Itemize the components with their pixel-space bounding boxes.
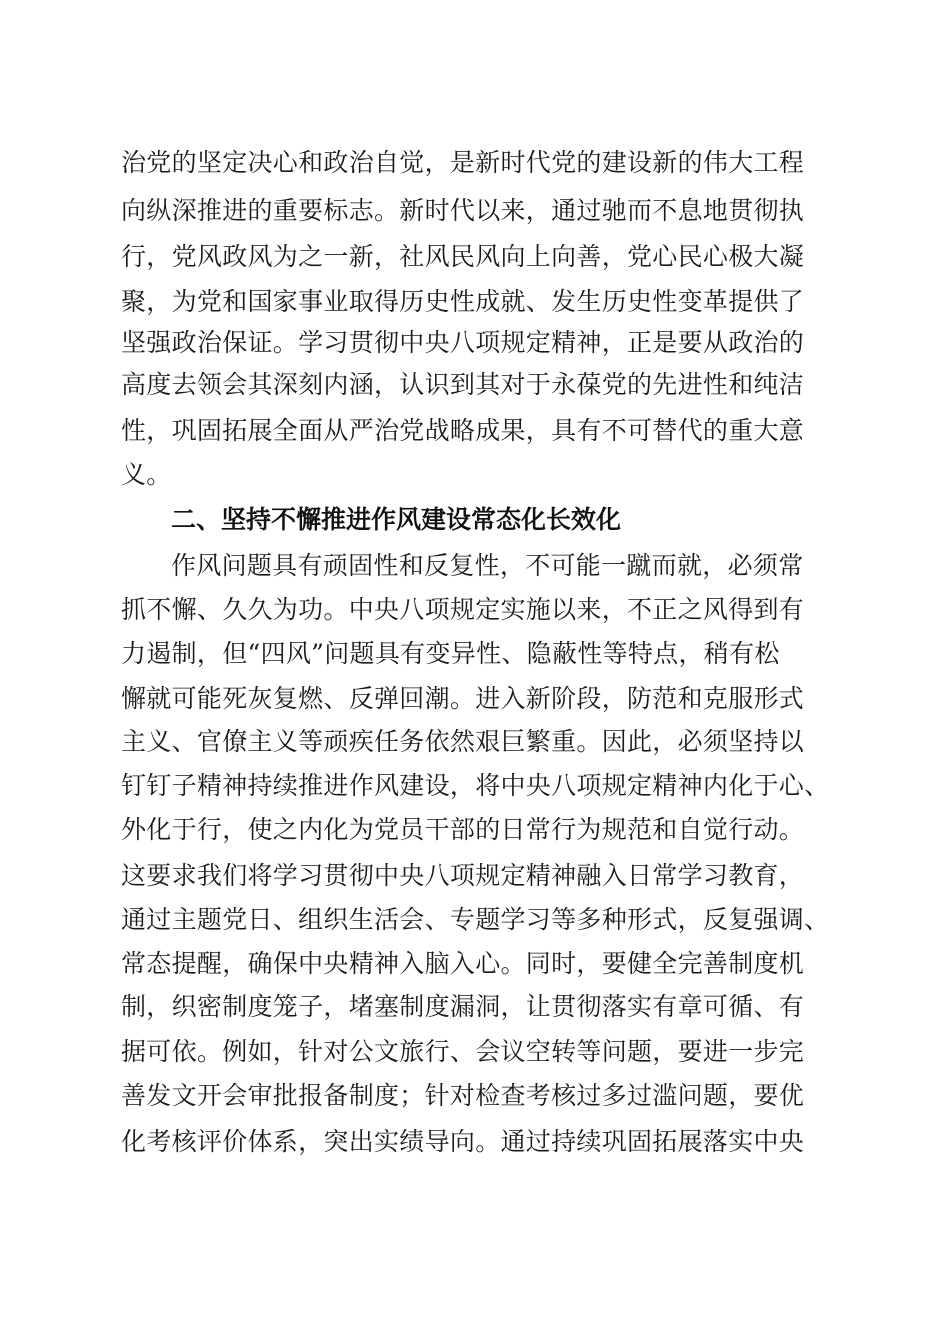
paragraph-1-line-6: 高度去领会其深刻内涵，认识到其对于永葆党的先进性和纯洁 bbox=[121, 370, 805, 399]
paragraph-2-line-11: 制，织密制度笼子，堵塞制度漏洞，让贯彻落实有章可循、有 bbox=[121, 992, 805, 1021]
paragraph-2-line-8: 这要求我们将学习贯彻中央八项规定精神融入日常学习教育， bbox=[121, 861, 805, 890]
section-heading: 二、坚持不懈推进作风建设常态化长效化 bbox=[171, 505, 622, 534]
paragraph-2-line-6: 钉钉子精神持续推进作风建设，将中央八项规定精神内化于心、 bbox=[121, 771, 830, 800]
paragraph-2-line-4: 懈就可能死灰复燃、反弹回潮。进入新阶段，防范和克服形式 bbox=[121, 684, 805, 713]
paragraph-2-line-3: 力遏制，但“四风”问题具有变异性、隐蔽性等特点，稍有松 bbox=[121, 639, 780, 668]
paragraph-2-line-10: 常态提醒，确保中央精神入脑入心。同时，要健全完善制度机 bbox=[121, 949, 805, 978]
paragraph-2-line-5: 主义、官僚主义等顽疾任务依然艰巨繁重。因此，必须坚持以 bbox=[121, 727, 805, 756]
paragraph-2-line-9: 通过主题党日、组织生活会、专题学习等多种形式，反复强调、 bbox=[121, 905, 830, 934]
paragraph-2-line-12: 据可依。例如，针对公文旅行、会议空转等问题，要进一步完 bbox=[121, 1037, 805, 1066]
paragraph-1-line-5: 坚强政治保证。学习贯彻中央八项规定精神，正是要从政治的 bbox=[121, 328, 805, 357]
paragraph-1-line-4: 聚，为党和国家事业取得历史性成就、发生历史性变革提供了 bbox=[121, 287, 805, 316]
paragraph-1-line-8: 义。 bbox=[121, 460, 172, 489]
paragraph-2-line-7: 外化于行，使之内化为党员干部的日常行为规范和自觉行动。 bbox=[121, 815, 805, 844]
paragraph-2-line-2: 抓不懈、久久为功。中央八项规定实施以来，不正之风得到有 bbox=[121, 595, 805, 624]
paragraph-1-line-2: 向纵深推进的重要标志。新时代以来，通过驰而不息地贯彻执 bbox=[121, 196, 805, 225]
paragraph-1-line-7: 性，巩固拓展全面从严治党战略成果，具有不可替代的重大意 bbox=[121, 416, 805, 445]
paragraph-2-line-1: 作风问题具有顽固性和反复性，不可能一蹴而就，必须常 bbox=[171, 551, 804, 580]
paragraph-1-line-1: 治党的坚定决心和政治自觉，是新时代党的建设新的伟大工程 bbox=[121, 148, 805, 177]
paragraph-2-line-14: 化考核评价体系，突出实绩导向。通过持续巩固拓展落实中央 bbox=[121, 1127, 805, 1156]
paragraph-2-line-13: 善发文开会审批报备制度；针对检查考核过多过滥问题，要优 bbox=[121, 1081, 805, 1110]
paragraph-1-line-3: 行，党风政风为之一新，社风民风向上向善，党心民心极大凝 bbox=[121, 242, 805, 271]
